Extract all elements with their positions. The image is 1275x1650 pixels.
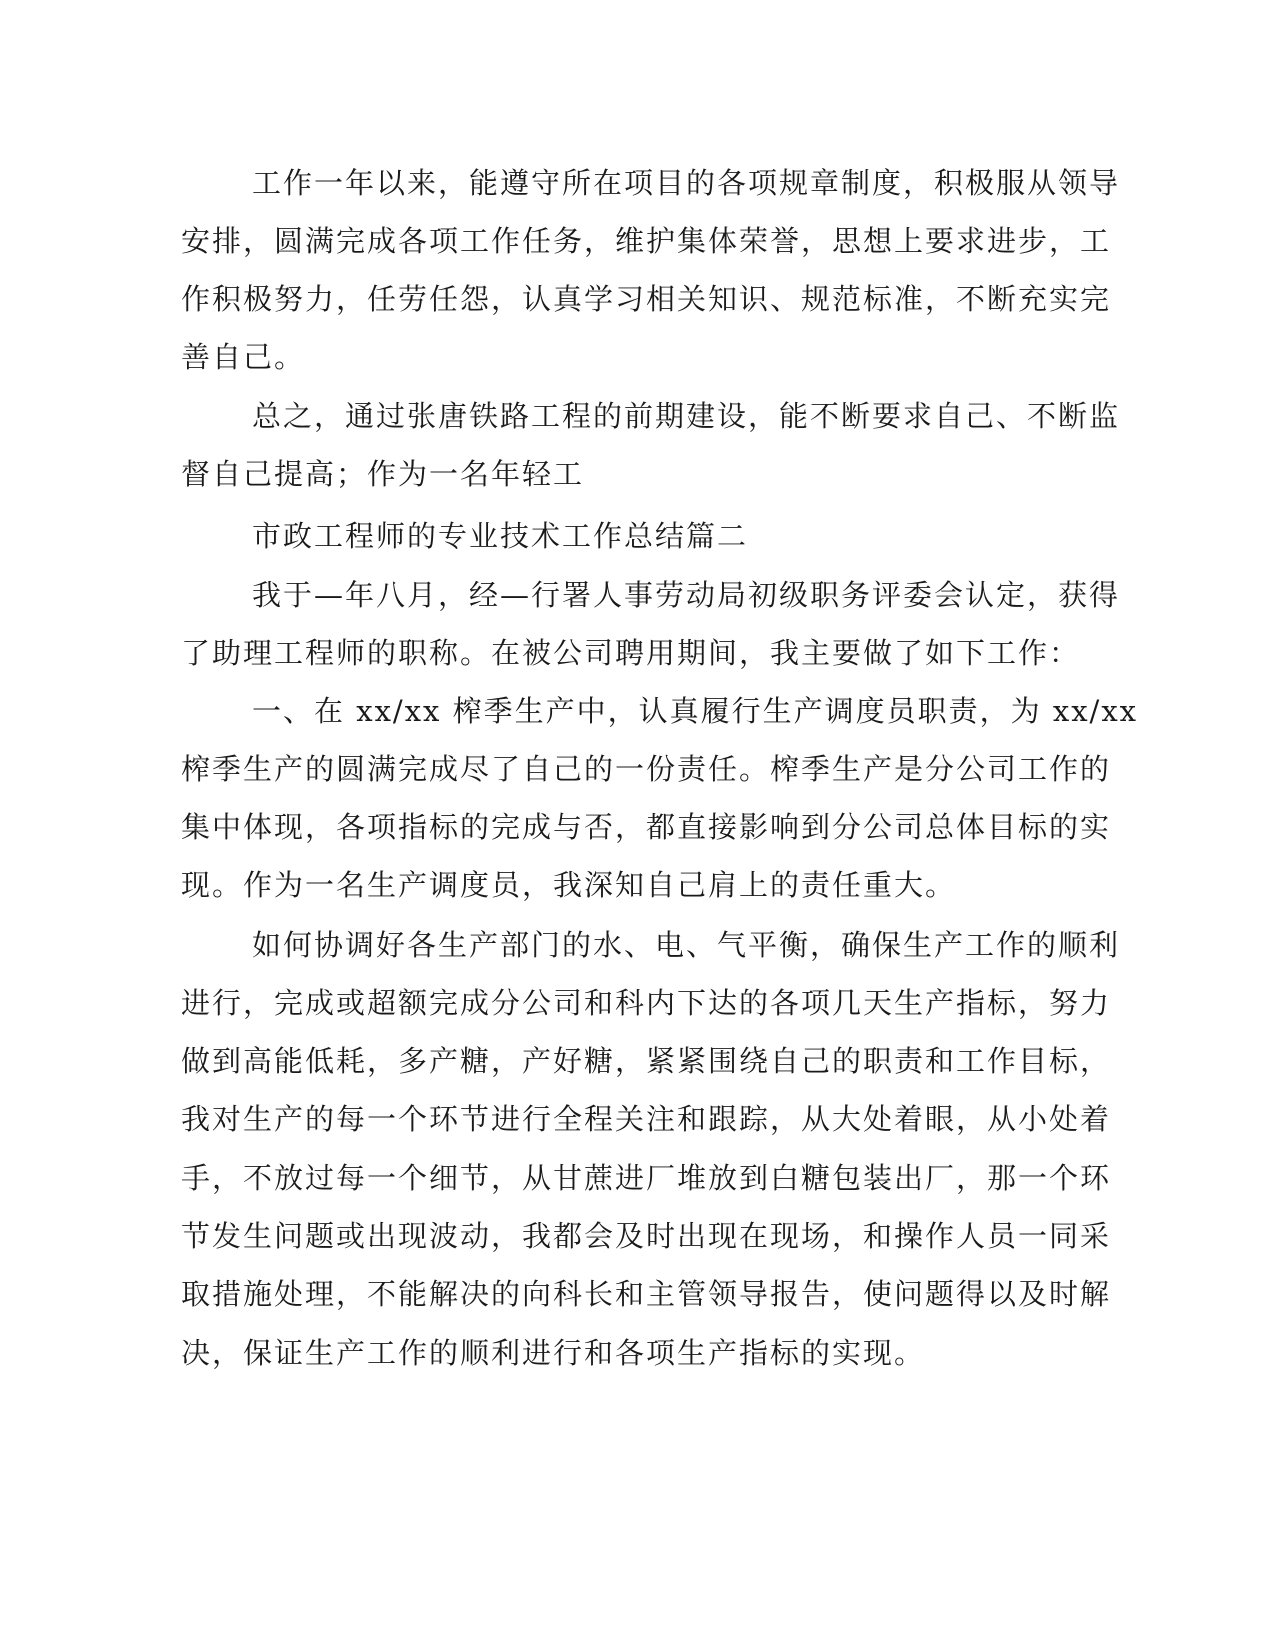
text-line: 善自己。: [181, 340, 306, 374]
text-line: 我对生产的每一个环节进行全程关注和跟踪，从大处着眼，从小处着: [181, 1102, 1112, 1136]
text-line: 现。作为一名生产调度员，我深知自己肩上的责任重大。: [181, 868, 957, 902]
text-line: 督自己提高；作为一名年轻工: [181, 457, 585, 491]
text-line: 集中体现，各项指标的完成与否，都直接影响到分公司总体目标的实: [181, 810, 1112, 844]
text-line: 我于—年八月，经—行署人事劳动局初级职务评委会认定，获得: [252, 578, 1121, 612]
text-line: 如何协调好各生产部门的水、电、气平衡，确保生产工作的顺利: [252, 928, 1121, 962]
text-line: 决，保证生产工作的顺利进行和各项生产指标的实现。: [181, 1336, 926, 1370]
text-line: 一、在 xx/xx 榨季生产中，认真履行生产调度员职责，为 xx/xx: [252, 694, 1139, 728]
text-line: 总之，通过张唐铁路工程的前期建设，能不断要求自己、不断监: [252, 399, 1121, 433]
text-line: 进行，完成或超额完成分公司和科内下达的各项几天生产指标，努力: [181, 986, 1112, 1020]
text-line: 了助理工程师的职称。在被公司聘用期间，我主要做了如下工作：: [181, 636, 1081, 670]
section-heading: 市政工程师的专业技术工作总结篇二: [252, 519, 749, 553]
text-line: 安排，圆满完成各项工作任务，维护集体荣誉，思想上要求进步，工: [181, 224, 1112, 258]
text-line: 做到高能低耗，多产糖，产好糖，紧紧围绕自己的职责和工作目标，: [181, 1044, 1112, 1078]
text-line: 取措施处理，不能解决的向科长和主管领导报告，使问题得以及时解: [181, 1277, 1112, 1311]
text-line: 工作一年以来，能遵守所在项目的各项规章制度，积极服从领导: [252, 166, 1121, 200]
text-line: 手，不放过每一个细节，从甘蔗进厂堆放到白糖包装出厂，那一个环: [181, 1161, 1112, 1195]
text-line: 作积极努力，任劳任怨，认真学习相关知识、规范标准，不断充实完: [181, 282, 1112, 316]
text-line: 节发生问题或出现波动，我都会及时出现在现场，和操作人员一同采: [181, 1219, 1112, 1253]
text-line: 榨季生产的圆满完成尽了自己的一份责任。榨季生产是分公司工作的: [181, 752, 1112, 786]
